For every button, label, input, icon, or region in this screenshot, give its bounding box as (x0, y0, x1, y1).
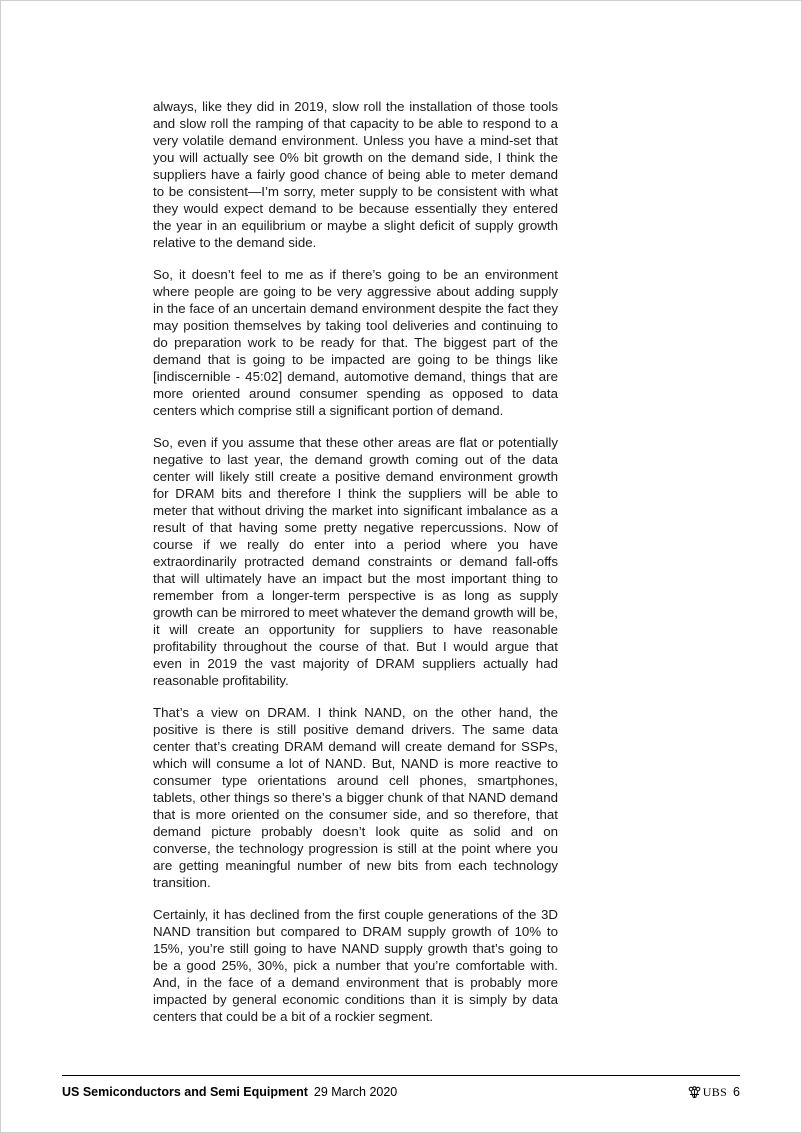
footer-left (62, 1083, 397, 1101)
page-footer (62, 1083, 740, 1101)
body-paragraph: Certainly, it has declined from the first couple generations of the 3D NAND transition but compared to DRAM supply growth of 10% to 15%, you’re still going to have NAND supply growth that’s going to be a good 25%, 30%, pick a number that you’re comfortable with. And, in the face of a demand environment that is probably more impacted by general economic conditions than it is simply by data centers that could be a bit of a rockier segment. (153, 907, 558, 1024)
body-paragraph: That’s a view on DRAM. I think NAND, on the other hand, the positive is there is still positive demand drivers. The same data center that’s creating DRAM demand will create demand for SSPs, which will consume a lot of NAND. But, NAND is more reactive to consumer type orientations around cell phones, smartphones, tablets, other things so there’s a bigger chunk of that NAND demand that is more oriented on the consumer side, and so therefore, that demand picture probably doesn’t look quite as solid and on converse, the technology progression is still at the point where you are getting meaningful number of new bits from each technology transition. (153, 705, 558, 890)
report-date: 29 March 2020 (313, 1085, 398, 1099)
body-paragraph: So, even if you assume that these other areas are flat or potentially negative to last year, the demand growth coming out of the data center will likely still create a positive demand environment growth for DRAM bits and therefore I think the suppliers will be able to meter that without driving the market into significant imbalance as a result of that having some pretty negative repercussions. Now of course if we really do enter into a period where you have extraordinarily protracted demand constraints or demand fall-offs that will ultimately have an impact but the most important thing to remember from a longer-term perspective is as long as supply growth can be mirrored to meet whatever the demand growth will be, it will create an opportunity for suppliers to have reasonable profitability throughout the course of that. But I would argue that even in 2019 the vast majority of DRAM suppliers actually had reasonable profitability. (153, 435, 558, 688)
ubs-logo-text: UBS (702, 1085, 728, 1099)
body-paragraph: So, it doesn’t feel to me as if there’s going to be an environment where people are going to be very aggressive about adding supply in the face of an uncertain demand environment despite the fact they may position themselves by taking tool deliveries and continuing to do preparation work to be ready for that. The biggest part of the demand that is going to be impacted are going to be things like [indiscernible - 45:02] demand, automotive demand, things that are more oriented around consumer spending as opposed to data centers which comprise still a significant portion of demand. (153, 267, 558, 418)
report-body (153, 98, 558, 1040)
footer-divider (62, 1075, 740, 1076)
ubs-keys-icon (688, 1086, 701, 1099)
body-paragraph: always, like they did in 2019, slow roll the installation of those tools and slow roll the ramping of that capacity to be able to respond to a very volatile demand environment. Unless you have a mind-set that you will actually see 0% bit growth on the demand side, I think the suppliers have a fairly good chance of being able to meter demand to be consistent—I’m sorry, meter supply to be consistent with what they would expect demand to be because essentially they entered the year in an equilibrium or maybe a slight deficit of supply growth relative to the demand side. (153, 99, 558, 250)
report-title: US Semiconductors and Semi Equipment (62, 1085, 308, 1099)
footer-right (688, 1083, 740, 1101)
page-number: 6 (733, 1085, 740, 1099)
